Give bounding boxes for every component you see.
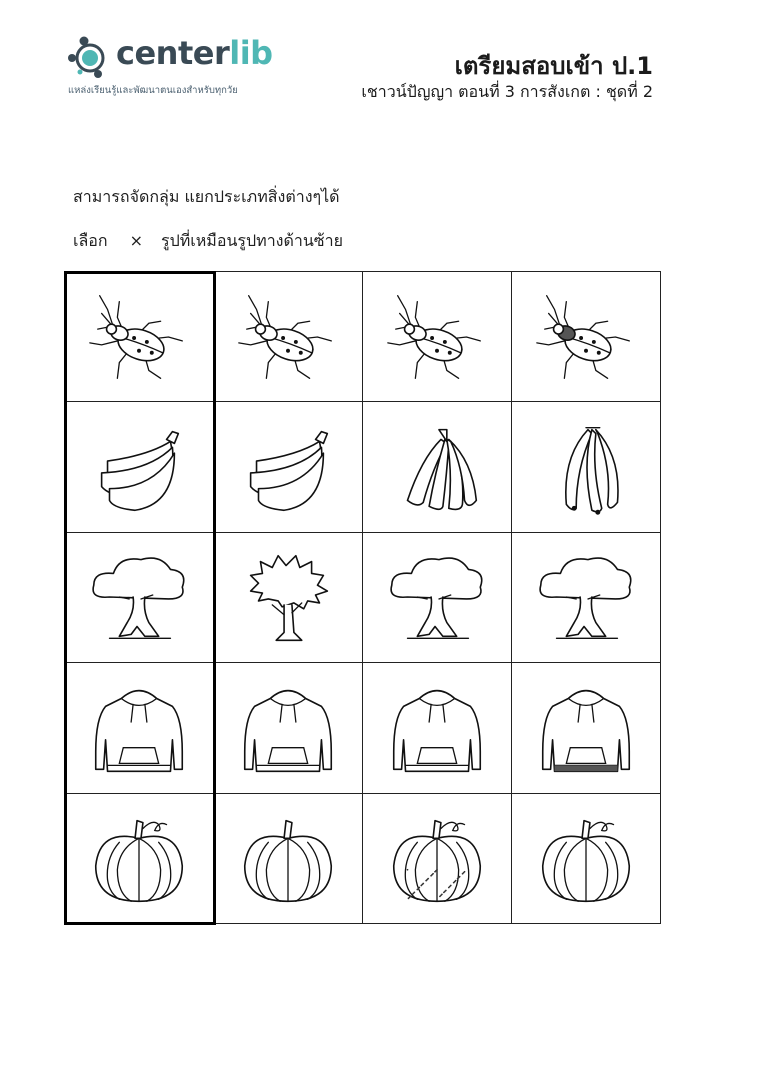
instruction-task xyxy=(73,229,343,254)
cross-mark-icon: × xyxy=(129,231,143,250)
choice-cell-beetle-3[interactable] xyxy=(512,272,660,402)
pumpkin-speckled-icon xyxy=(378,804,496,912)
banana-bunch-icon xyxy=(80,413,198,521)
hoodie-icon xyxy=(80,674,198,782)
banana-upright-icon xyxy=(378,413,496,521)
hoodie-icon xyxy=(229,674,347,782)
hoodie-icon xyxy=(378,674,496,782)
logo-wordmark: centerlib xyxy=(116,34,273,72)
choice-cell-banana-1[interactable] xyxy=(214,402,363,532)
choice-cell-tree-2[interactable] xyxy=(363,533,512,663)
hoodie-dark-hem-icon xyxy=(527,674,645,782)
tree-icon xyxy=(527,543,645,651)
choice-cell-beetle-1[interactable] xyxy=(214,272,363,402)
reference-cell-banana xyxy=(65,402,214,532)
picture-grid xyxy=(64,271,661,924)
logo-molecule-icon xyxy=(66,32,114,82)
choice-cell-hoodie-1[interactable] xyxy=(214,663,363,793)
banana-hanging-icon xyxy=(527,413,645,521)
beetle-icon xyxy=(80,283,198,391)
choice-cell-banana-3[interactable] xyxy=(512,402,660,532)
beetle-dark-marking-icon xyxy=(527,283,645,391)
page-subtitle: เชาวน์ปัญญา ตอนที่ 3 การสังเกต : ชุดที่ 2 xyxy=(361,82,653,101)
page-title: เตรียมสอบเข้า ป.1 xyxy=(454,52,653,80)
reference-cell-beetle xyxy=(65,272,214,402)
choice-cell-pumpkin-3[interactable] xyxy=(512,794,660,923)
tree-leafy-spiky-icon xyxy=(229,543,347,651)
choice-cell-tree-1[interactable] xyxy=(214,533,363,663)
reference-cell-hoodie xyxy=(65,663,214,793)
choice-cell-pumpkin-1[interactable] xyxy=(214,794,363,923)
tree-icon xyxy=(378,543,496,651)
centerlib-logo xyxy=(66,32,296,102)
beetle-icon xyxy=(378,283,496,391)
reference-cell-pumpkin xyxy=(65,794,214,923)
choice-cell-pumpkin-2[interactable] xyxy=(363,794,512,923)
instruction-task-text: รูปที่เหมือนรูปทางด้านซ้าย xyxy=(160,231,344,250)
pumpkin-curly-icon xyxy=(527,804,645,912)
reference-cell-tree xyxy=(65,533,214,663)
instruction-objective: สามารถจัดกลุ่ม แยกประเภทสิ่งต่างๆได้ xyxy=(73,187,340,206)
beetle-icon xyxy=(229,283,347,391)
choice-cell-banana-2[interactable] xyxy=(363,402,512,532)
tree-icon xyxy=(80,543,198,651)
instruction-choose-word: เลือก xyxy=(73,231,108,250)
banana-bunch-icon xyxy=(229,413,347,521)
choice-cell-beetle-2[interactable] xyxy=(363,272,512,402)
choice-cell-hoodie-2[interactable] xyxy=(363,663,512,793)
choice-cell-tree-3[interactable] xyxy=(512,533,660,663)
pumpkin-icon xyxy=(229,804,347,912)
choice-cell-hoodie-3[interactable] xyxy=(512,663,660,793)
pumpkin-curly-icon xyxy=(80,804,198,912)
logo-tagline: แหล่งเรียนรู้และพัฒนาตนเองสำหรับทุกวัย xyxy=(68,85,238,96)
